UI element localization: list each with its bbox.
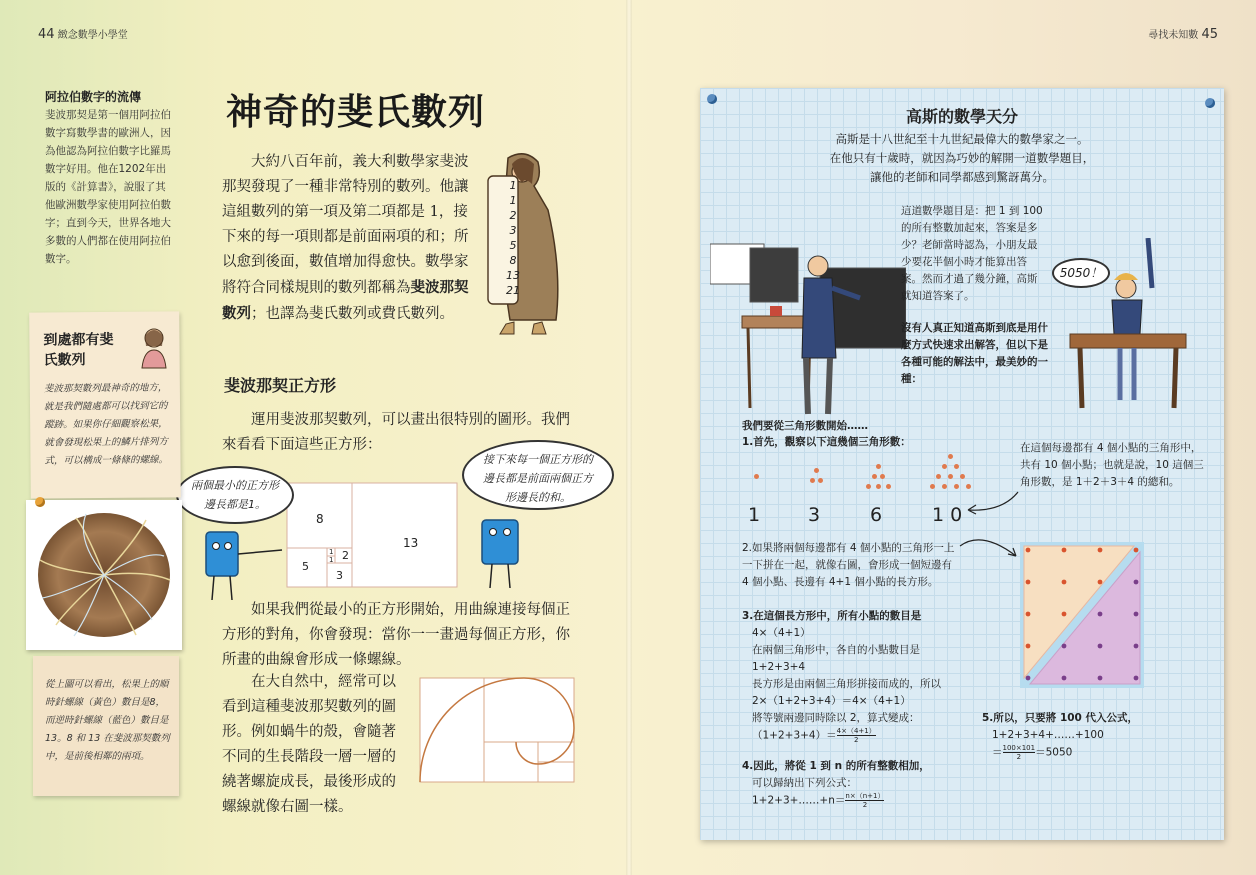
triangle-6-dot [876, 464, 881, 469]
square-label-2: 2 [342, 549, 349, 562]
speech-bubble-left: 兩個最小的正方形邊長都是1。 [176, 466, 294, 524]
square-label-5: 5 [302, 560, 309, 573]
scroll-numbers: 1 1 2 3 5 8 13 21 [506, 179, 520, 297]
square-label-1b: 1 [329, 556, 334, 564]
triangle-6-dot [866, 484, 871, 489]
note-card-pinecone-explanation [33, 656, 179, 796]
pinecone-photo-frame [26, 500, 182, 650]
note-card-title: 到處都有斐氏數列 [43, 331, 114, 369]
panel-intro: 高斯是十八世紀至十九世紀最偉大的數學家之一。 在他只有十歲時，就因為巧妙的解開一道數學題目， 讓他的老師和同學都感到驚訝萬分。 [829, 132, 1095, 184]
triangle-6-dot [880, 474, 885, 479]
fibonacci-squares-diagram [286, 482, 464, 590]
triangle-10-dot [948, 474, 953, 479]
triangle-10-dot [948, 454, 953, 459]
step5-text: 5.所以，只要將 100 代入公式， 1+2+3+4+……+100 ＝ $\frac{100\times 101}{2}$ ＝5050 [982, 712, 1139, 761]
left-book-title: 緻念數學小學堂 [57, 30, 128, 41]
step1-text: 1.首先，觀察以下這幾個三角形數： [742, 436, 911, 448]
triangle-10-dot [930, 484, 935, 489]
tri-number-6: 6 [870, 504, 883, 526]
square-label-3: 3 [336, 569, 343, 582]
triangle-3-dot [814, 468, 819, 473]
gauss-panel [700, 88, 1224, 840]
panel-pin-top-right-icon [1205, 98, 1215, 108]
triangle-10-dot [960, 474, 965, 479]
sidebar-body: 斐波那契是第一個用阿拉伯數字寫數學書的歐洲人，因為他認為阿拉伯數字比羅馬數字好用。他在1202年出版的《計算書》，說服了其他歐洲數學家使用阿拉伯數字；直到今天，世界各地大多數的人們都在使用阿拉伯數字。 [45, 109, 171, 265]
article-title: 神奇的斐氏數列 [226, 91, 486, 133]
problem-text: 這道數學題目是：把 1 到 100 的所有整數加起來，答案是多少？老師當時認為，小朋友最少要花半個小時才能算出答案。然而才過了幾分鐘，高斯就知道答案了。 [901, 205, 1043, 302]
sidebar-title: 阿拉伯數字的流傳 [45, 90, 142, 104]
tri-note-arrow [962, 488, 1022, 516]
step3-text: 3.在這個長方形中，所有小點的數目是 4×（4+1） 在兩個三角形中，各自的小點數目是 1+2+3+4 長方形是由兩個三角形拼接而成的，所以 2×（1+2+3+4）＝4×（4+1） 將等號兩邊同時除以 2，算式變成： （1+2+3+4）＝ $\frac{4\times(4+1)}{2}$ [742, 610, 941, 744]
gauss-speech-bubble: 5050！ [1052, 258, 1110, 288]
intro-paragraph: 大約八百年前，義大利數學家斐波那契發現了一種非常特別的數列。他讓這組數列的第一項及第二項都是 1，接下來的每一項則都是前面兩項的和；所以愈到後面，數值增加得愈快。數學家將符合同樣規則的數列都稱為斐波那契數列；也譯為斐氏數列或費氏數列。 [222, 154, 469, 322]
pinecone-pin-icon [35, 497, 45, 507]
triangle-6-dot [872, 474, 877, 479]
blue-character-right [474, 514, 534, 594]
triangle-10-dot [954, 464, 959, 469]
start-text: 我們要從三角形數開始…… [742, 420, 868, 432]
tri-number-10: 10 [932, 504, 969, 526]
panel-title: 高斯的數學天分 [905, 107, 1018, 126]
panel-pin-top-left-icon [707, 94, 717, 104]
tri-number-3: 3 [808, 504, 821, 526]
tri-number-1: 1 [748, 504, 761, 526]
triangle-10-dot [954, 484, 959, 489]
gauss-student-illustration [1068, 238, 1188, 414]
triangle-1-dot [754, 474, 759, 479]
right-chapter-title: 尋找未知數 [1148, 30, 1199, 41]
triangle-note: 在這個每邊都有 4 個小點的三角形中，共有 10 個小點；也就是說，10 這個三角形數，是 1＋2＋3＋4 的總和。 [1020, 442, 1204, 488]
pinecone-photo [26, 500, 182, 650]
left-page-header [38, 26, 128, 42]
note-card-body: 斐波那契數列最神奇的地方，就是我們隨處都可以找到它的蹤跡。如果你仔細觀察松果，就會發現松果上的鱗片排列方式，可以構成一條條的螺線。 [43, 382, 169, 467]
right-page-number: 45 [1201, 27, 1218, 42]
note-card2-body: 從上圖可以看出，松果上的順時針螺線（黃色）數目是8，而逆時針螺線（藍色）數目是13。8 和 13 在斐波那契數列中，是前後相鄰的兩項。 [45, 679, 170, 762]
section-heading: 斐波那契正方形 [224, 376, 337, 395]
triangle-10-dot [942, 484, 947, 489]
triangle-10-dot [936, 474, 941, 479]
page-fold [626, 0, 632, 875]
square-label-1a: 1 [329, 548, 334, 556]
nature-paragraph: 在大自然中，經常可以看到這種斐波那契數列的圖形。例如蝸牛的殼，會隨著不同的生長階段一層一層的繞著螺旋成長，最後形成的螺線就像右圖一樣。 [222, 674, 396, 815]
square-label-8: 8 [316, 512, 324, 526]
triangle-3-dot [810, 478, 815, 483]
right-page-header [1148, 26, 1218, 42]
fibonacci-term: 斐波那契數列 [222, 279, 469, 322]
golden-spiral-diagram [418, 676, 578, 786]
girl-portrait-illustration [136, 322, 172, 370]
square-label-13: 13 [403, 536, 419, 550]
blue-character-left [200, 524, 290, 608]
section-paragraph: 運用斐波那契數列，可以畫出很特別的圖形。我們來看看下面這些正方形： [222, 412, 570, 453]
triangle-10-dot [942, 464, 947, 469]
triangle-3-dot [818, 478, 823, 483]
mystery-text: 沒有人真正知道高斯到底是用什麼方式快速求出解答，但以下是各種可能的解法中，最美妙的一種： [901, 322, 1048, 385]
classroom-teacher-illustration [710, 218, 906, 418]
step2-arrow [958, 534, 1022, 564]
spiral-paragraph: 如果我們從最小的正方形開始，用曲線連接每個正方形的對角，你會發現：當你一一畫過每個正方形，你所畫的曲線會形成一條螺線。 [222, 602, 570, 668]
step2-text: 2.如果將兩個每邊都有 4 個小點的三角形一上一下拼在一起，就像右圖，會形成一個短邊有 4 個小點、長邊有 4+1 個小點的長方形。 [742, 542, 955, 588]
triangle-6-dot [876, 484, 881, 489]
speech-bubble-right: 接下來每一個正方形的邊長都是前面兩個正方形邊長的和。 [462, 440, 614, 510]
two-triangles-rectangle-diagram [1016, 538, 1148, 692]
triangle-6-dot [886, 484, 891, 489]
left-page-number: 44 [38, 27, 55, 42]
step4-text: 4.因此，將從 1 到 n 的所有整數相加， 可以歸納出下列公式： 1+2+3+……+n＝ $\frac{n\times(n+1)}{2}$ [742, 760, 930, 809]
